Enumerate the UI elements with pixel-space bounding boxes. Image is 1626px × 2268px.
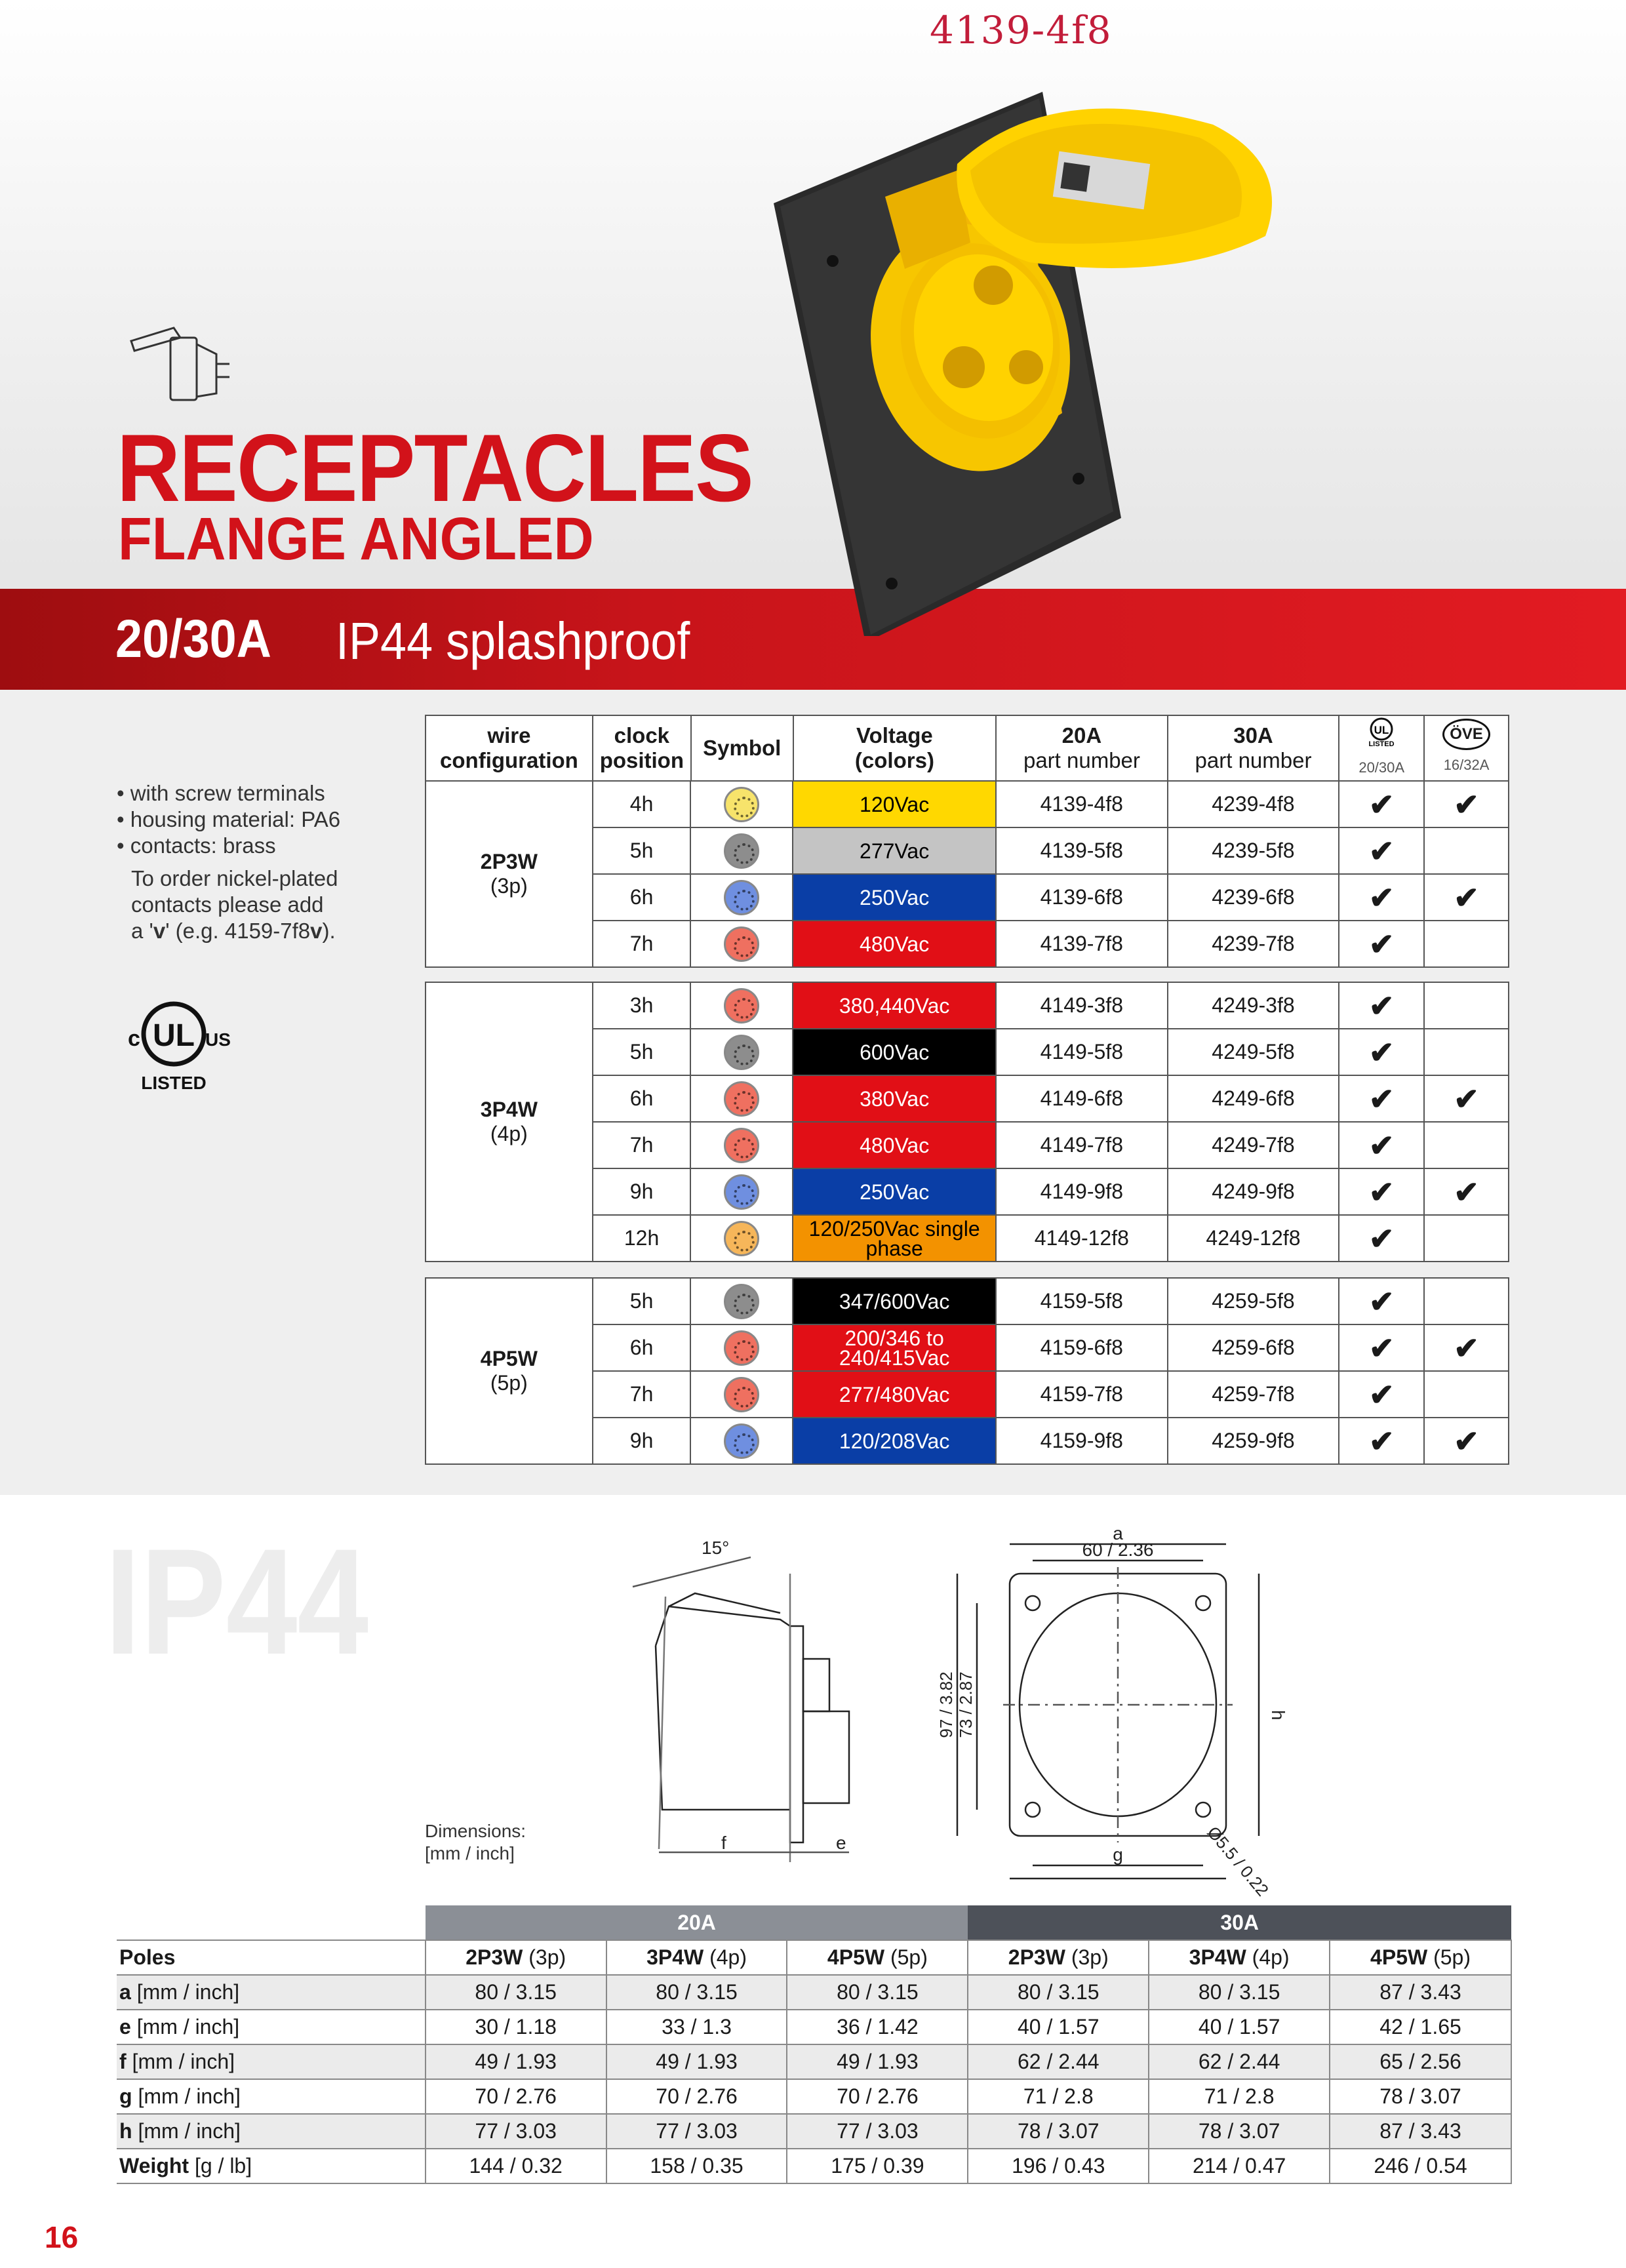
voltage-cell: 380,440Vac <box>793 982 996 1029</box>
pole-column: 2P3W (3p) <box>968 1940 1149 1975</box>
dimension-value: 78 / 3.07 <box>1330 2079 1511 2114</box>
symbol-cell <box>690 781 793 827</box>
ove-check <box>1424 921 1509 967</box>
voltage-cell: 600Vac <box>793 1029 996 1075</box>
spec-row <box>426 781 1509 827</box>
dimension-row <box>117 2114 1511 2149</box>
dimension-label: Weight [g / lb] <box>117 2149 426 2183</box>
voltage-cell: 120/208Vac <box>793 1418 996 1464</box>
protection-rating: IP44 splashproof <box>336 612 690 670</box>
dimension-value: 71 / 2.8 <box>968 2079 1149 2114</box>
pole-column: 4P5W (5p) <box>787 1940 968 1975</box>
voltage-cell: 277Vac <box>793 827 996 874</box>
ove-check <box>1424 1278 1509 1324</box>
svg-text:h: h <box>1268 1710 1288 1721</box>
part-number-20a: 4159-5f8 <box>996 1278 1168 1324</box>
col-ove: ÖVE 16/32A <box>1424 715 1509 781</box>
dimension-value: 77 / 3.03 <box>426 2114 606 2149</box>
ul-listed-logo <box>115 993 233 1098</box>
dimension-value: 77 / 3.03 <box>606 2114 787 2149</box>
svg-text:73 / 2.87: 73 / 2.87 <box>956 1671 976 1738</box>
col-wire: wire configuration <box>426 715 593 781</box>
dimension-value: 71 / 2.8 <box>1149 2079 1330 2114</box>
svg-text:g: g <box>1113 1844 1123 1865</box>
ul-check: ✔ <box>1339 1278 1424 1324</box>
dimension-value: 87 / 3.43 <box>1330 2114 1511 2149</box>
dimension-value: 62 / 2.44 <box>968 2044 1149 2079</box>
pole-count: (3p) <box>490 874 528 898</box>
part-number-20a: 4139-6f8 <box>996 874 1168 921</box>
part-number-20a: 4139-7f8 <box>996 921 1168 967</box>
dimension-row <box>117 2149 1511 2183</box>
voltage-cell: 480Vac <box>793 921 996 967</box>
dimension-value: 36 / 1.42 <box>787 2010 968 2044</box>
symbol-cell <box>690 827 793 874</box>
col-30a: 30A part number <box>1168 715 1339 781</box>
ove-check <box>1424 1029 1509 1075</box>
voltage-cell: 480Vac <box>793 1122 996 1168</box>
part-number-30a: 4239-5f8 <box>1168 827 1339 874</box>
order-note-line: To order nickel-plated <box>131 866 338 890</box>
clock-position: 12h <box>593 1215 691 1262</box>
pole-column: 2P3W (3p) <box>426 1940 606 1975</box>
col-symbol: Symbol <box>691 715 793 781</box>
symbol-cell <box>690 982 793 1029</box>
voltage-cell: 120/250Vac single phase <box>793 1215 996 1262</box>
pin-symbol-icon <box>724 1035 759 1070</box>
ove-check <box>1424 827 1509 874</box>
dimension-value: 158 / 0.35 <box>606 2149 787 2183</box>
symbol-cell <box>690 1324 793 1371</box>
group-30a: 30A <box>968 1905 1511 1940</box>
ul-check: ✔ <box>1339 1075 1424 1122</box>
ul-check: ✔ <box>1339 1122 1424 1168</box>
part-number-20a: 4139-4f8 <box>996 781 1168 827</box>
spec-group-3p4w <box>425 982 1509 1262</box>
col-20a: 20A part number <box>996 715 1168 781</box>
dimension-label: h [mm / inch] <box>117 2114 426 2149</box>
feature-item: • contacts: brass <box>117 833 276 858</box>
group-20a: 20A <box>426 1905 968 1940</box>
part-number-20a: 4139-5f8 <box>996 827 1168 874</box>
receptacle-outline-icon <box>118 315 243 407</box>
pole-column: 4P5W (5p) <box>1330 1940 1511 1975</box>
order-note <box>131 865 406 944</box>
part-number-30a: 4259-6f8 <box>1168 1324 1339 1371</box>
part-number-30a: 4249-5f8 <box>1168 1029 1339 1075</box>
symbol-cell <box>690 1418 793 1464</box>
ul-check: ✔ <box>1339 874 1424 921</box>
symbol-cell <box>690 921 793 967</box>
part-number-30a: 4249-3f8 <box>1168 982 1339 1029</box>
ip44-watermark: IP44 <box>105 1517 369 1686</box>
pin-symbol-icon <box>724 1377 759 1412</box>
dimension-value: 78 / 3.07 <box>1149 2114 1330 2149</box>
dimension-row <box>117 2010 1511 2044</box>
order-note-line: contacts please add <box>131 892 324 917</box>
pin-symbol-icon <box>724 833 759 869</box>
dimension-value: 70 / 2.76 <box>426 2079 606 2114</box>
svg-text:15°: 15° <box>702 1538 730 1558</box>
symbol-cell <box>690 1075 793 1122</box>
dimension-value: 196 / 0.43 <box>968 2149 1149 2183</box>
dimension-value: 49 / 1.93 <box>787 2044 968 2079</box>
dimension-value: 87 / 3.43 <box>1330 1975 1511 2010</box>
pin-symbol-icon <box>724 1128 759 1163</box>
pole-column: 3P4W (4p) <box>1149 1940 1330 1975</box>
clock-position: 7h <box>593 921 691 967</box>
part-number-20a: 4149-9f8 <box>996 1168 1168 1215</box>
dimension-label: f [mm / inch] <box>117 2044 426 2079</box>
dimension-row <box>117 2044 1511 2079</box>
order-note-line: a 'v' (e.g. 4159-7f8v). <box>131 919 336 943</box>
spec-group-4p5w <box>425 1277 1509 1465</box>
clock-position: 9h <box>593 1168 691 1215</box>
pin-symbol-icon <box>724 880 759 915</box>
dimension-label: e [mm / inch] <box>117 2010 426 2044</box>
ove-check: ✔ <box>1424 1075 1509 1122</box>
clock-position: 6h <box>593 1075 691 1122</box>
voltage-cell: 200/346 to 240/415Vac <box>793 1324 996 1371</box>
symbol-cell <box>690 1029 793 1075</box>
pole-column: 3P4W (4p) <box>606 1940 787 1975</box>
part-number-30a: 4239-4f8 <box>1168 781 1339 827</box>
part-number-20a: 4159-6f8 <box>996 1324 1168 1371</box>
ove-check: ✔ <box>1424 1418 1509 1464</box>
clock-position: 5h <box>593 1278 691 1324</box>
ul-check: ✔ <box>1339 1418 1424 1464</box>
part-number-20a: 4159-9f8 <box>996 1418 1168 1464</box>
dimension-value: 77 / 3.03 <box>787 2114 968 2149</box>
dimension-value: 80 / 3.15 <box>968 1975 1149 2010</box>
dimension-value: 62 / 2.44 <box>1149 2044 1330 2079</box>
svg-text:LISTED: LISTED <box>1368 740 1395 747</box>
ove-check <box>1424 1122 1509 1168</box>
dimension-value: 70 / 2.76 <box>787 2079 968 2114</box>
dimension-value: 42 / 1.65 <box>1330 2010 1511 2044</box>
symbol-cell <box>690 874 793 921</box>
part-number-30a: 4249-9f8 <box>1168 1168 1339 1215</box>
pin-symbol-icon <box>724 787 759 822</box>
part-number-30a: 4259-9f8 <box>1168 1418 1339 1464</box>
part-number-20a: 4149-7f8 <box>996 1122 1168 1168</box>
dimension-value: 30 / 1.18 <box>426 2010 606 2044</box>
clock-position: 7h <box>593 1122 691 1168</box>
spec-group-2p3w <box>425 780 1509 968</box>
dimension-value: 40 / 1.57 <box>1149 2010 1330 2044</box>
ul-check: ✔ <box>1339 1168 1424 1215</box>
poles-label: Poles <box>117 1940 426 1975</box>
clock-position: 6h <box>593 1324 691 1371</box>
dimension-value: 78 / 3.07 <box>968 2114 1149 2149</box>
voltage-cell: 380Vac <box>793 1075 996 1122</box>
svg-text:US: US <box>205 1029 231 1050</box>
symbol-cell <box>690 1168 793 1215</box>
ul-check: ✔ <box>1339 1029 1424 1075</box>
wire-configuration <box>426 1278 593 1464</box>
dimension-value: 80 / 3.15 <box>426 1975 606 2010</box>
ul-check: ✔ <box>1339 781 1424 827</box>
pin-symbol-icon <box>724 1284 759 1319</box>
spec-row <box>426 1278 1509 1324</box>
dimension-value: 80 / 3.15 <box>606 1975 787 2010</box>
part-number-20a: 4149-6f8 <box>996 1075 1168 1122</box>
svg-text:97 / 3.82: 97 / 3.82 <box>936 1671 956 1738</box>
voltage-cell: 347/600Vac <box>793 1278 996 1324</box>
symbol-cell <box>690 1122 793 1168</box>
symbol-cell <box>690 1215 793 1262</box>
page-subtitle: FLANGE ANGLED <box>118 506 594 572</box>
ul-check: ✔ <box>1339 827 1424 874</box>
symbol-cell <box>690 1371 793 1418</box>
clock-position: 4h <box>593 781 691 827</box>
pin-symbol-icon <box>724 1221 759 1256</box>
wire-configuration <box>426 982 593 1262</box>
dimensions-table <box>117 1905 1512 2184</box>
part-number-30a: 4259-5f8 <box>1168 1278 1339 1324</box>
dimension-label: a [mm / inch] <box>117 1975 426 2010</box>
clock-position: 3h <box>593 982 691 1029</box>
svg-text:f: f <box>721 1833 726 1853</box>
feature-item: • housing material: PA6 <box>117 807 341 831</box>
part-number-30a: 4259-7f8 <box>1168 1371 1339 1418</box>
pole-count: (4p) <box>490 1122 528 1145</box>
dimension-value: 33 / 1.3 <box>606 2010 787 2044</box>
ove-check: ✔ <box>1424 1168 1509 1215</box>
ove-check: ✔ <box>1424 781 1509 827</box>
ove-check: ✔ <box>1424 874 1509 921</box>
clock-position: 5h <box>593 827 691 874</box>
ove-check <box>1424 1215 1509 1262</box>
ove-check <box>1424 1371 1509 1418</box>
config-name: 4P5W <box>480 1347 538 1370</box>
clock-position: 7h <box>593 1371 691 1418</box>
part-number-20a: 4149-5f8 <box>996 1029 1168 1075</box>
side-view-drawing <box>616 1521 931 1875</box>
feature-list <box>117 780 340 859</box>
dimension-value: 80 / 3.15 <box>787 1975 968 2010</box>
ove-check <box>1424 982 1509 1029</box>
ul-small-icon <box>1358 716 1404 747</box>
pole-count: (5p) <box>490 1371 528 1395</box>
part-number-20a: 4149-12f8 <box>996 1215 1168 1262</box>
config-name: 3P4W <box>480 1098 538 1121</box>
ul-check: ✔ <box>1339 982 1424 1029</box>
svg-text:e: e <box>836 1833 846 1853</box>
svg-text:LISTED: LISTED <box>141 1073 207 1093</box>
product-photo <box>754 85 1305 636</box>
document-stamp: 4139-4f8 <box>930 8 1113 52</box>
dimension-value: 65 / 2.56 <box>1330 2044 1511 2079</box>
dimension-value: 214 / 0.47 <box>1149 2149 1330 2183</box>
pin-symbol-icon <box>724 1423 759 1459</box>
dimension-value: 40 / 1.57 <box>968 2010 1149 2044</box>
feature-item: • with screw terminals <box>117 781 325 805</box>
spec-row <box>426 982 1509 1029</box>
symbol-cell <box>690 1278 793 1324</box>
svg-text:a: a <box>1113 1523 1123 1543</box>
dimensions-label: Dimensions: [mm / inch] <box>425 1821 526 1863</box>
dimension-value: 80 / 3.15 <box>1149 1975 1330 2010</box>
pin-symbol-icon <box>724 1330 759 1366</box>
col-ul: UL LISTED 20/30A <box>1339 715 1424 781</box>
dimension-label: g [mm / inch] <box>117 2079 426 2114</box>
part-number-30a: 4239-7f8 <box>1168 921 1339 967</box>
voltage-cell: 277/480Vac <box>793 1371 996 1418</box>
page-number: 16 <box>45 2220 79 2254</box>
svg-text:60 / 2.36: 60 / 2.36 <box>1082 1540 1154 1560</box>
svg-text:c: c <box>128 1026 140 1051</box>
part-number-30a: 4249-12f8 <box>1168 1215 1339 1262</box>
ul-check: ✔ <box>1339 1371 1424 1418</box>
current-rating: 20/30A <box>115 609 271 669</box>
voltage-cell: 250Vac <box>793 1168 996 1215</box>
part-number-20a: 4159-7f8 <box>996 1371 1168 1418</box>
spec-table-header <box>425 715 1509 782</box>
dimension-value: 49 / 1.93 <box>606 2044 787 2079</box>
svg-text:Ø5.5 / 0.22: Ø5.5 / 0.22 <box>1203 1822 1273 1900</box>
front-view-drawing <box>918 1502 1311 1908</box>
ul-check: ✔ <box>1339 921 1424 967</box>
dimension-value: 246 / 0.54 <box>1330 2149 1511 2183</box>
part-number-20a: 4149-3f8 <box>996 982 1168 1029</box>
ul-check: ✔ <box>1339 1324 1424 1371</box>
svg-text:UL: UL <box>153 1018 195 1053</box>
config-name: 2P3W <box>480 850 538 873</box>
dimension-row <box>117 2079 1511 2114</box>
voltage-cell: 120Vac <box>793 781 996 827</box>
part-number-30a: 4249-6f8 <box>1168 1075 1339 1122</box>
col-voltage: Voltage (colors) <box>793 715 996 781</box>
dimension-value: 175 / 0.39 <box>787 2149 968 2183</box>
pin-symbol-icon <box>724 988 759 1024</box>
part-number-30a: 4249-7f8 <box>1168 1122 1339 1168</box>
pin-symbol-icon <box>724 1174 759 1210</box>
pin-symbol-icon <box>724 1081 759 1117</box>
col-clock: clock position <box>593 715 691 781</box>
pin-symbol-icon <box>724 926 759 962</box>
wire-configuration <box>426 781 593 967</box>
part-number-30a: 4239-6f8 <box>1168 874 1339 921</box>
dimension-row <box>117 1975 1511 2010</box>
clock-position: 6h <box>593 874 691 921</box>
dimension-value: 49 / 1.93 <box>426 2044 606 2079</box>
ul-check: ✔ <box>1339 1215 1424 1262</box>
page-title: RECEPTACLES <box>117 414 753 521</box>
ove-check: ✔ <box>1424 1324 1509 1371</box>
svg-text:UL: UL <box>1374 724 1389 736</box>
clock-position: 9h <box>593 1418 691 1464</box>
dimension-value: 70 / 2.76 <box>606 2079 787 2114</box>
dimension-value: 144 / 0.32 <box>426 2149 606 2183</box>
blank-cell <box>117 1905 426 1940</box>
clock-position: 5h <box>593 1029 691 1075</box>
voltage-cell: 250Vac <box>793 874 996 921</box>
